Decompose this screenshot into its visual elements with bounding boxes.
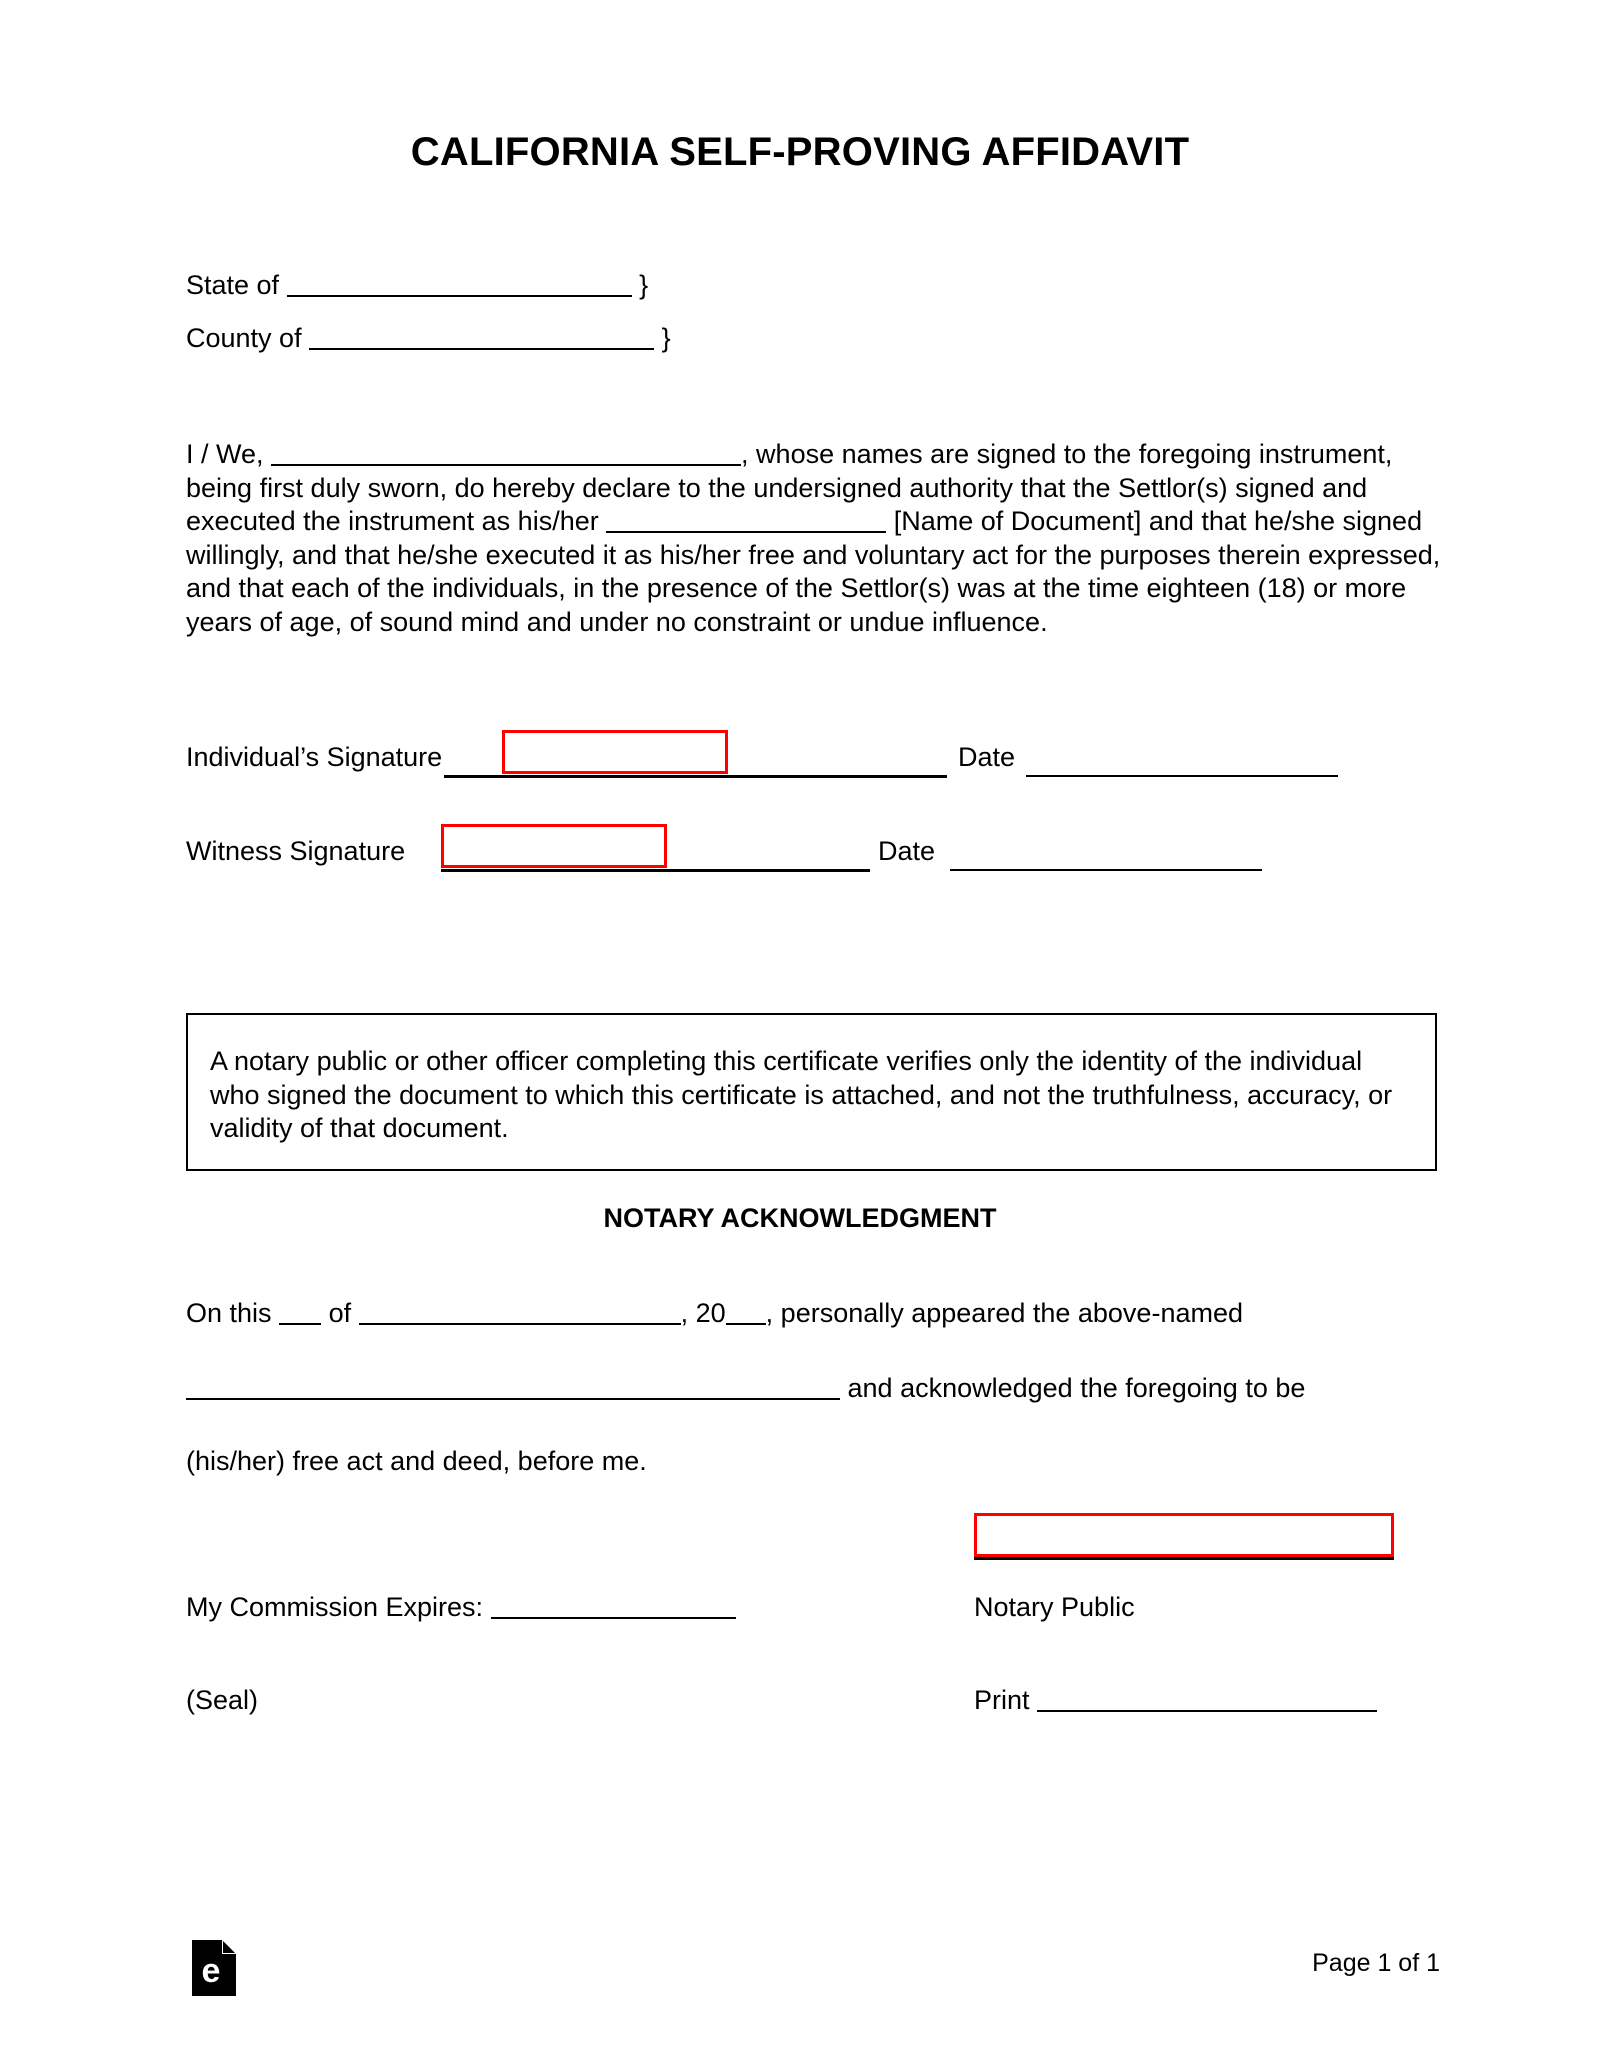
county-of-brace: } — [661, 323, 671, 353]
personally-appeared-label: , personally appeared the above-named — [765, 1298, 1243, 1328]
eforms-logo — [192, 1940, 236, 1996]
print-label: Print — [974, 1685, 1030, 1715]
witness-date-rule — [950, 869, 1262, 871]
county-of-line — [186, 322, 671, 355]
state-of-line — [186, 269, 648, 302]
declarant-name-input[interactable] — [271, 440, 741, 466]
state-of-brace: } — [639, 270, 649, 300]
declaration-paragraph — [186, 438, 1441, 639]
on-this-label: On this — [186, 1298, 272, 1328]
declaration-part-one: , whose names are signed to the foregoing instrument, being first duly sworn, do hereby declare to the undersigned authority that the Settlor(s) signed and executed the instrument as his/her — [186, 439, 1393, 536]
declaration-part-two: [Name of Document] and that he/she signed willingly, and that he/she executed it as his/her free and voluntary act for the purposes therein expressed, and that each of the individuals, in the presence of the Settlor(s) was at the time eighteen (18) or more years of age, of sound mind and under no constraint or undue influence. — [186, 506, 1441, 637]
day-input[interactable] — [279, 1299, 321, 1325]
free-act-and-deed-label: (his/her) free act and deed, before me. — [186, 1446, 647, 1476]
county-of-input[interactable] — [309, 324, 654, 350]
commission-expires-label: My Commission Expires: — [186, 1592, 484, 1622]
document-name-input[interactable] — [606, 507, 886, 533]
print-name-input[interactable] — [1037, 1686, 1377, 1712]
notary-disclaimer-text: A notary public or other officer completing this certificate verifies only the identity of the individual who signed the document to which this certificate is attached, and not the truthfulness, accuracy, or validity of that document. — [210, 1046, 1393, 1143]
declaration-lead: I / We, — [186, 439, 264, 469]
year-prefix-label: , 20 — [680, 1298, 726, 1328]
acknowledged-label: and acknowledged the foregoing to be — [847, 1373, 1306, 1403]
witness-signature-label: Witness Signature — [186, 836, 406, 866]
notary-signature-field[interactable] — [974, 1513, 1394, 1557]
individual-signature-field[interactable] — [502, 730, 728, 774]
seal-label: (Seal) — [186, 1685, 259, 1715]
individual-date-rule — [1026, 775, 1338, 777]
svg-text:e: e — [201, 1952, 221, 1990]
witness-signature-rule — [441, 869, 870, 872]
individual-date-input[interactable] — [1026, 748, 1338, 774]
notary-print-line — [974, 1684, 1377, 1717]
state-of-label: State of — [186, 270, 280, 300]
appeared-name-input[interactable] — [186, 1374, 840, 1400]
notary-acknowledgment-heading: NOTARY ACKNOWLEDGMENT — [603, 1203, 997, 1233]
month-input[interactable] — [359, 1299, 681, 1325]
page-title: CALIFORNIA SELF-PROVING AFFIDAVIT — [410, 130, 1190, 174]
notary-signature-rule — [974, 1557, 1394, 1560]
witness-signature-field[interactable] — [441, 824, 667, 868]
commission-expires-input[interactable] — [491, 1593, 736, 1619]
witness-date-input[interactable] — [950, 842, 1262, 868]
commission-expires-line — [186, 1591, 736, 1624]
notary-appeared-line — [186, 1372, 1305, 1405]
of-label: of — [328, 1298, 352, 1328]
county-of-label: County of — [186, 323, 302, 353]
state-of-input[interactable] — [287, 271, 632, 297]
notary-public-label: Notary Public — [974, 1592, 1135, 1622]
page-number: Page 1 of 1 — [1312, 1949, 1440, 1977]
notary-disclaimer-box — [186, 1013, 1437, 1171]
individual-signature-rule — [444, 775, 947, 778]
notary-date-line — [186, 1297, 1243, 1330]
individual-signature-label: Individual’s Signature — [186, 742, 443, 772]
year-input[interactable] — [726, 1299, 766, 1325]
individual-date-label: Date — [958, 742, 1016, 772]
witness-date-label: Date — [878, 836, 936, 866]
